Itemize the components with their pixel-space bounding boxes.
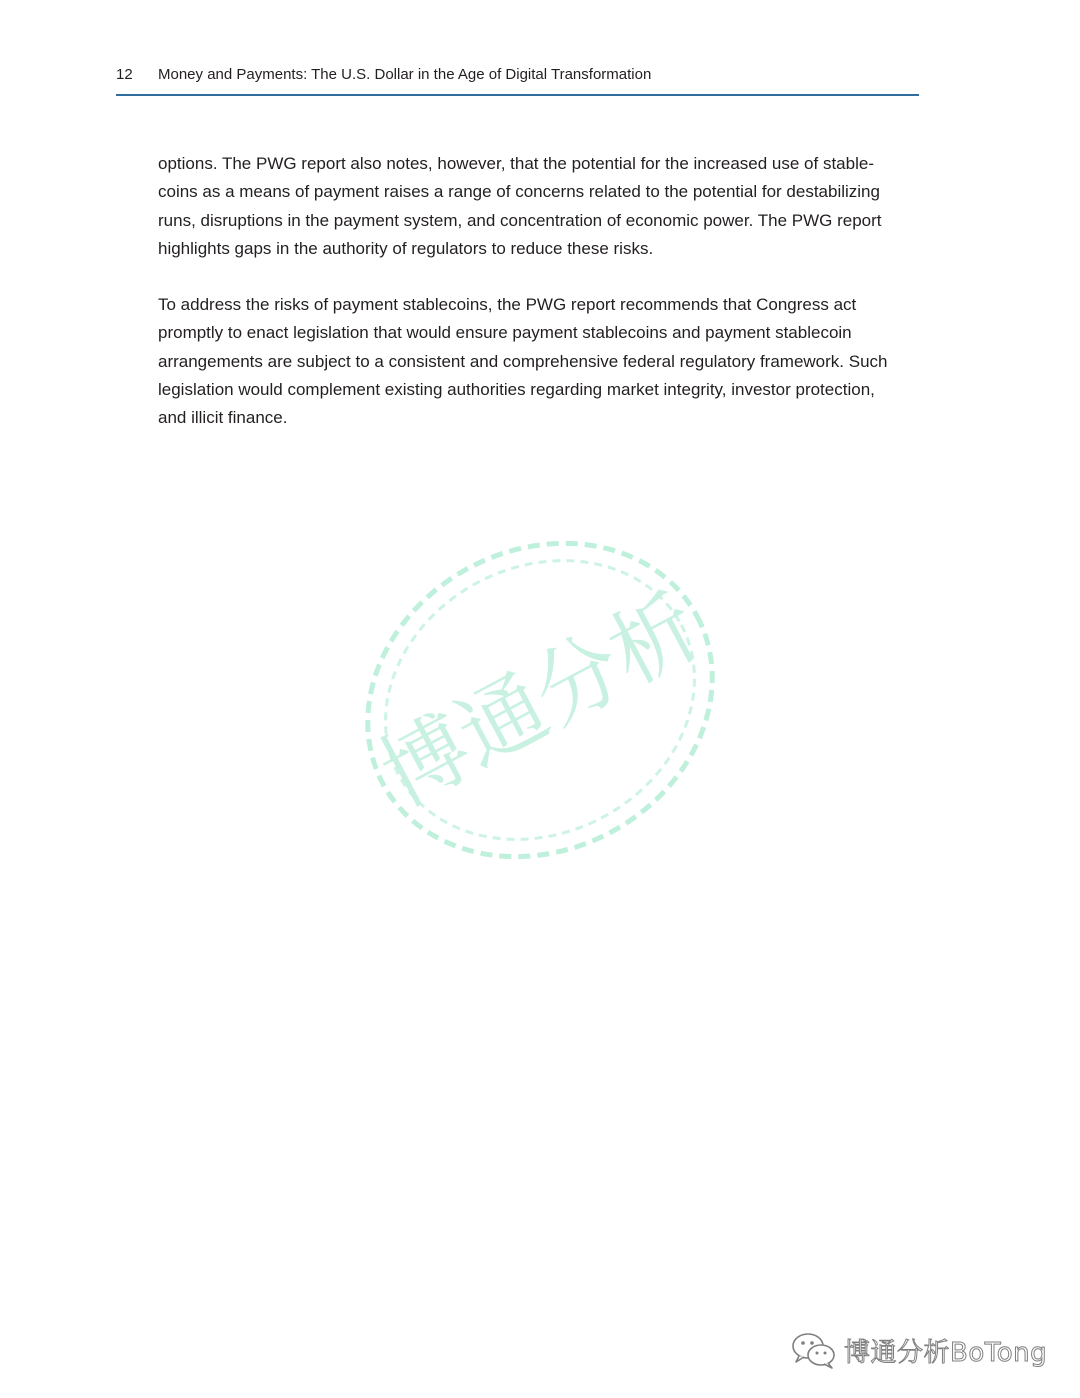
text-line: and illicit finance. <box>158 408 288 428</box>
wechat-icon <box>790 1330 838 1370</box>
page-number: 12 <box>116 66 133 83</box>
body-text <box>158 150 918 433</box>
text-line: options. The PWG report also notes, however, that the potential for the increased use of stable- <box>158 154 874 173</box>
running-header <box>116 64 919 96</box>
watermark-stamp <box>350 530 730 870</box>
paragraph-1 <box>158 150 918 263</box>
stamp-text: 博通分析 <box>365 575 716 826</box>
wechat-watermark <box>790 1328 1047 1372</box>
text-line: promptly to enact legislation that would ensure payment stablecoins and payment stablecoin <box>158 323 852 343</box>
paragraph-2 <box>158 291 918 432</box>
text-line: arrangements are subject to a consistent and comprehensive federal regulatory framework. Such <box>158 351 888 371</box>
running-title: Money and Payments: The U.S. Dollar in the Age of Digital Transformation <box>158 66 652 83</box>
wechat-account-label: 博通分析BoTong <box>844 1337 1048 1368</box>
text-line: coins as a means of payment raises a range of concerns related to the potential for destabilizing <box>158 182 880 202</box>
text-line: legislation would complement existing authorities regarding market integrity, investor protection, <box>158 380 875 400</box>
text-line: To address the risks of payment stablecoins, the PWG report recommends that Congress act <box>158 295 857 315</box>
text-line: highlights gaps in the authority of regulators to reduce these risks. <box>158 238 654 258</box>
text-line: runs, disruptions in the payment system, and concentration of economic power. The PWG report <box>158 210 882 230</box>
